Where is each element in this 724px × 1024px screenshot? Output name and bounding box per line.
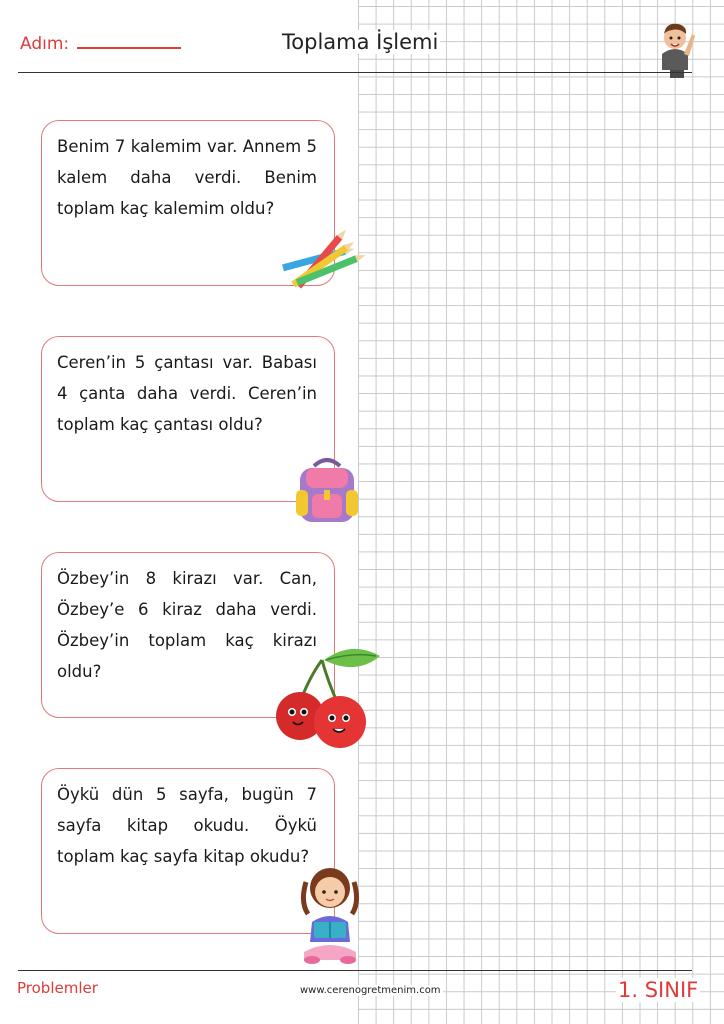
problem-text-4: Öykü dün 5 sayfa, bugün 7 sayfa kitap okudu. Öykü toplam kaç sayfa kitap okudu? [57, 785, 317, 866]
problem-text-2: Ceren’in 5 çantası var. Babası 4 çanta daha verdi. Ceren’in toplam kaç çantası oldu? [57, 353, 317, 434]
name-field [20, 33, 181, 54]
footer-category: Problemler [17, 979, 98, 997]
name-blank-line[interactable] [77, 33, 181, 49]
school-backpack-icon [294, 456, 360, 526]
colored-pencils-icon [276, 220, 368, 298]
answer-grid [358, 0, 724, 1024]
header-divider [18, 72, 692, 73]
girl-reading-icon [298, 862, 362, 966]
footer-website: www.cerenogretmenim.com [300, 985, 441, 996]
problem-card-4 [41, 768, 335, 934]
footer-grade: 1. SINIF [618, 978, 699, 1002]
page-title: Toplama İşlemi [282, 30, 439, 54]
name-label: Adım: [20, 34, 70, 54]
problem-text-3: Özbey’in 8 kirazı var. Can, Özbey’e 6 kiraz daha verdi. Özbey’in toplam kaç kirazı oldu? [57, 569, 317, 681]
waving-boy-avatar-icon [654, 14, 696, 78]
footer-divider [18, 970, 692, 971]
problem-text-1: Benim 7 kalemim var. Annem 5 kalem daha verdi. Benim toplam kaç kalemim oldu? [57, 137, 317, 218]
problem-card-2 [41, 336, 335, 502]
cherries-icon [272, 646, 382, 750]
